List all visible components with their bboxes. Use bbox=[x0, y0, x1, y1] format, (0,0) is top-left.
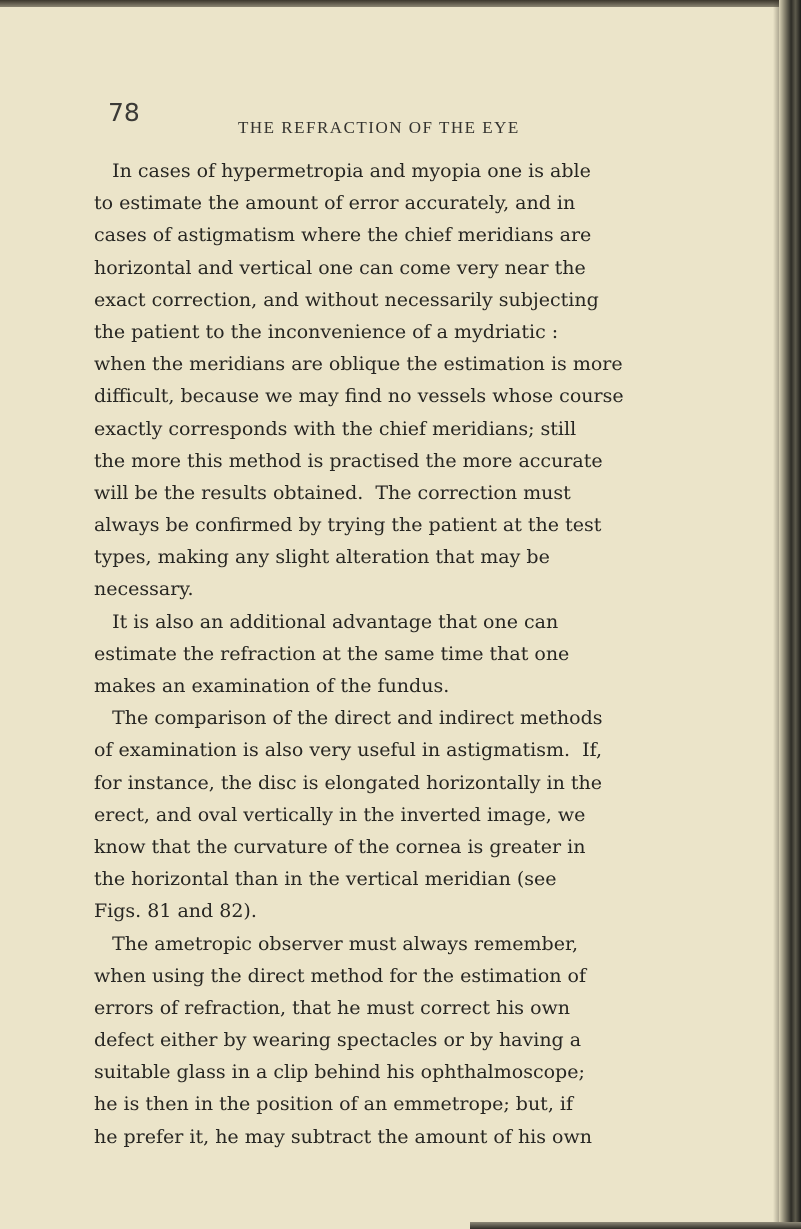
text-line: the patient to the inconvenience of a mydriatic : bbox=[94, 320, 559, 343]
text-line: Figs. 81 and 82). bbox=[94, 900, 257, 923]
text-line: when the meridians are oblique the estimation is more bbox=[94, 353, 623, 376]
text-line: he prefer it, he may subtract the amount of his own bbox=[94, 1125, 592, 1148]
running-head: THE REFRACTION OF THE EYE bbox=[238, 118, 520, 137]
body-text bbox=[94, 155, 694, 1153]
text-line: will be the results obtained. The correction must bbox=[94, 481, 571, 504]
text-line: erect, and oval vertically in the inverted image, we bbox=[94, 803, 586, 826]
text-line: the horizontal than in the vertical meridian (see bbox=[94, 868, 557, 891]
page-bottom-shadow bbox=[470, 1222, 801, 1229]
text-line: always be confirmed by trying the patient at the test bbox=[94, 514, 602, 537]
text-line: exactly corresponds with the chief meridians; still bbox=[94, 417, 577, 440]
page-top-shadow bbox=[0, 0, 801, 7]
text-line: of examination is also very useful in astigmatism. If, bbox=[94, 739, 602, 762]
book-spine-edge bbox=[779, 0, 801, 1229]
text-line: estimate the refraction at the same time that one bbox=[94, 642, 570, 665]
text-line: exact correction, and without necessarily subjecting bbox=[94, 288, 599, 311]
text-line: the more this method is practised the more accurate bbox=[94, 449, 603, 472]
text-line: for instance, the disc is elongated horizontally in the bbox=[94, 771, 602, 794]
text-line: The comparison of the direct and indirect methods bbox=[94, 707, 603, 730]
text-line: types, making any slight alteration that may be bbox=[94, 546, 550, 569]
text-line: makes an examination of the fundus. bbox=[94, 675, 450, 697]
text-line: errors of refraction, that he must correct his own bbox=[94, 996, 571, 1019]
text-line: defect either by wearing spectacles or by having a bbox=[94, 1029, 582, 1052]
text-line: It is also an additional advantage that one can bbox=[94, 610, 559, 633]
text-line: horizontal and vertical one can come very near the bbox=[94, 256, 586, 279]
text-line: he is then in the position of an emmetrope; but, if bbox=[94, 1093, 574, 1116]
text-line: suitable glass in a clip behind his ophthalmoscope; bbox=[94, 1061, 585, 1084]
text-line: In cases of hypermetropia and myopia one is able bbox=[94, 160, 591, 182]
text-line: cases of astigmatism where the chief meridians are bbox=[94, 224, 592, 247]
text-line: difficult, because we may find no vessels whose course bbox=[94, 385, 624, 408]
text-line: to estimate the amount of error accurately, and in bbox=[94, 192, 576, 215]
text-line: know that the curvature of the cornea is greater in bbox=[94, 835, 586, 858]
text-line: necessary. bbox=[94, 578, 194, 601]
text-line: when using the direct method for the estimation of bbox=[94, 964, 587, 987]
text-line: The ametropic observer must always remember, bbox=[94, 932, 578, 955]
page-number: 78 bbox=[108, 98, 140, 127]
